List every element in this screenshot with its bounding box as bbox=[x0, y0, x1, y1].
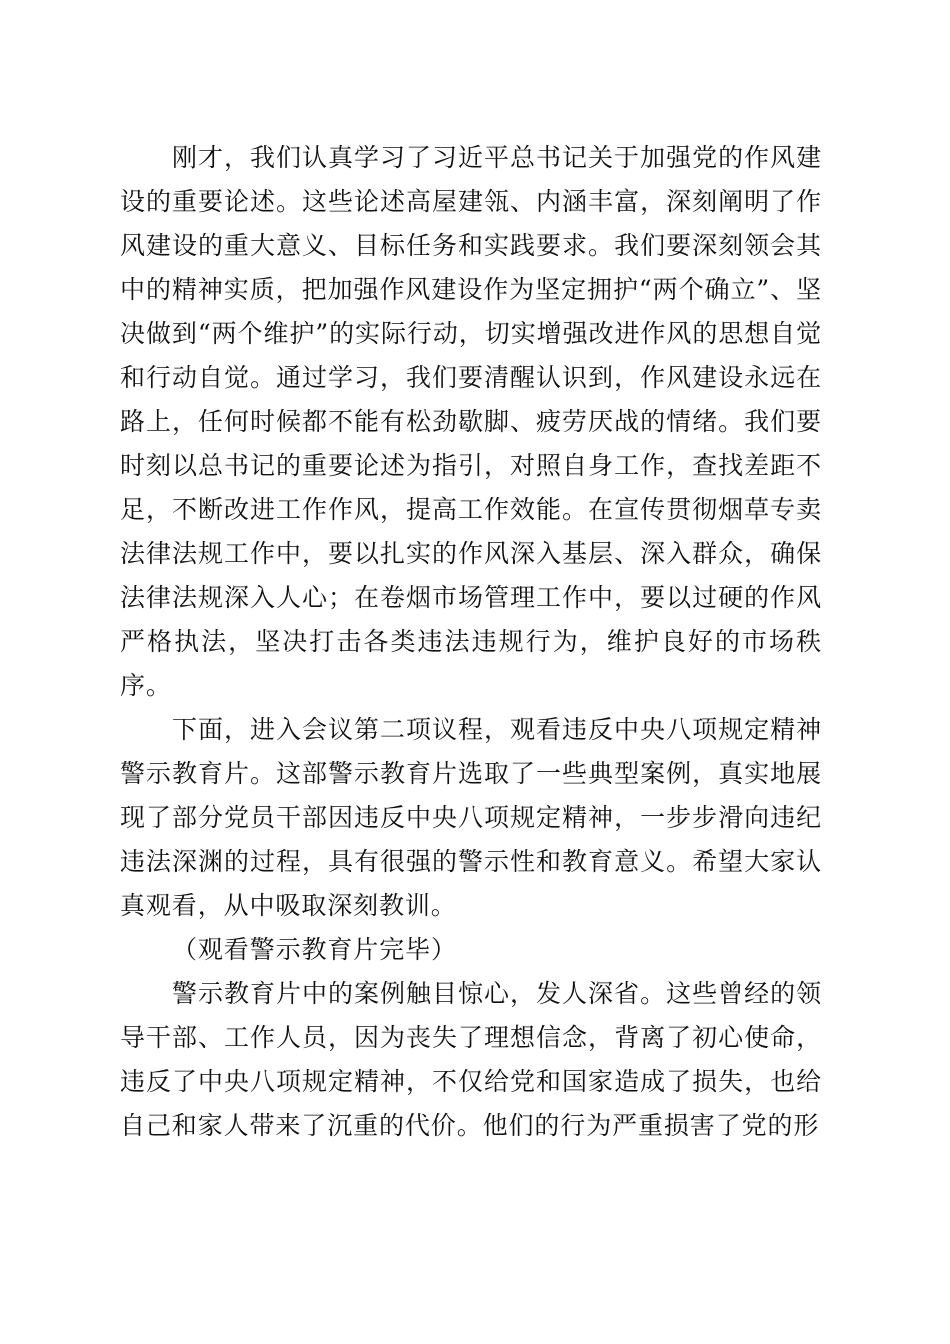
document-body bbox=[120, 136, 822, 1148]
paragraph-viewing-note: （观看警示教育片完毕） bbox=[172, 935, 457, 964]
paragraph-warning-cases: 警示教育片中的案例触目惊心，发人深省。这些曾经的领导干部、工作人员，因为丧失了理想信念，背离了初心使命，违反了中央八项规定精神，不仅给党和国家造成了损失，也给自己和家人带来了沉重的代价。他们的行为严重损害了党的形 bbox=[120, 979, 822, 1140]
paragraph-second-agenda: 下面，进入会议第二项议程，观看违反中央八项规定精神警示教育片。这部警示教育片选取了一些典型案例，真实地展现了部分党员干部因违反中央八项规定精神，一步步滑向违纪违法深渊的过程，具有很强的警示性和教育意义。希望大家认真观看，从中吸取深刻教训。 bbox=[120, 715, 822, 920]
paragraph-study-remarks: 刚才，我们认真学习了习近平总书记关于加强党的作风建设的重要论述。这些论述高屋建瓴、内涵丰富，深刻阐明了作风建设的重大意义、目标任务和实践要求。我们要深刻领会其中的精神实质，把加强作风建设作为坚定拥护“两个确立”、坚决做到“两个维护”的实际行动，切实增强改进作风的思想自觉和行动自觉。通过学习，我们要清醒认识到，作风建设永远在路上，任何时候都不能有松劲歇脚、疲劳厌战的情绪。我们要时刻以总书记的重要论述为指引，对照自身工作，查找差距不足，不断改进工作作风，提高工作效能。在宣传贯彻烟草专卖法律法规工作中，要以扎实的作风深入基层、深入群众，确保法律法规深入人心；在卷烟市场管理工作中，要以过硬的作风严格执法，坚决打击各类违法违规行为，维护良好的市场秩序。 bbox=[120, 143, 822, 700]
